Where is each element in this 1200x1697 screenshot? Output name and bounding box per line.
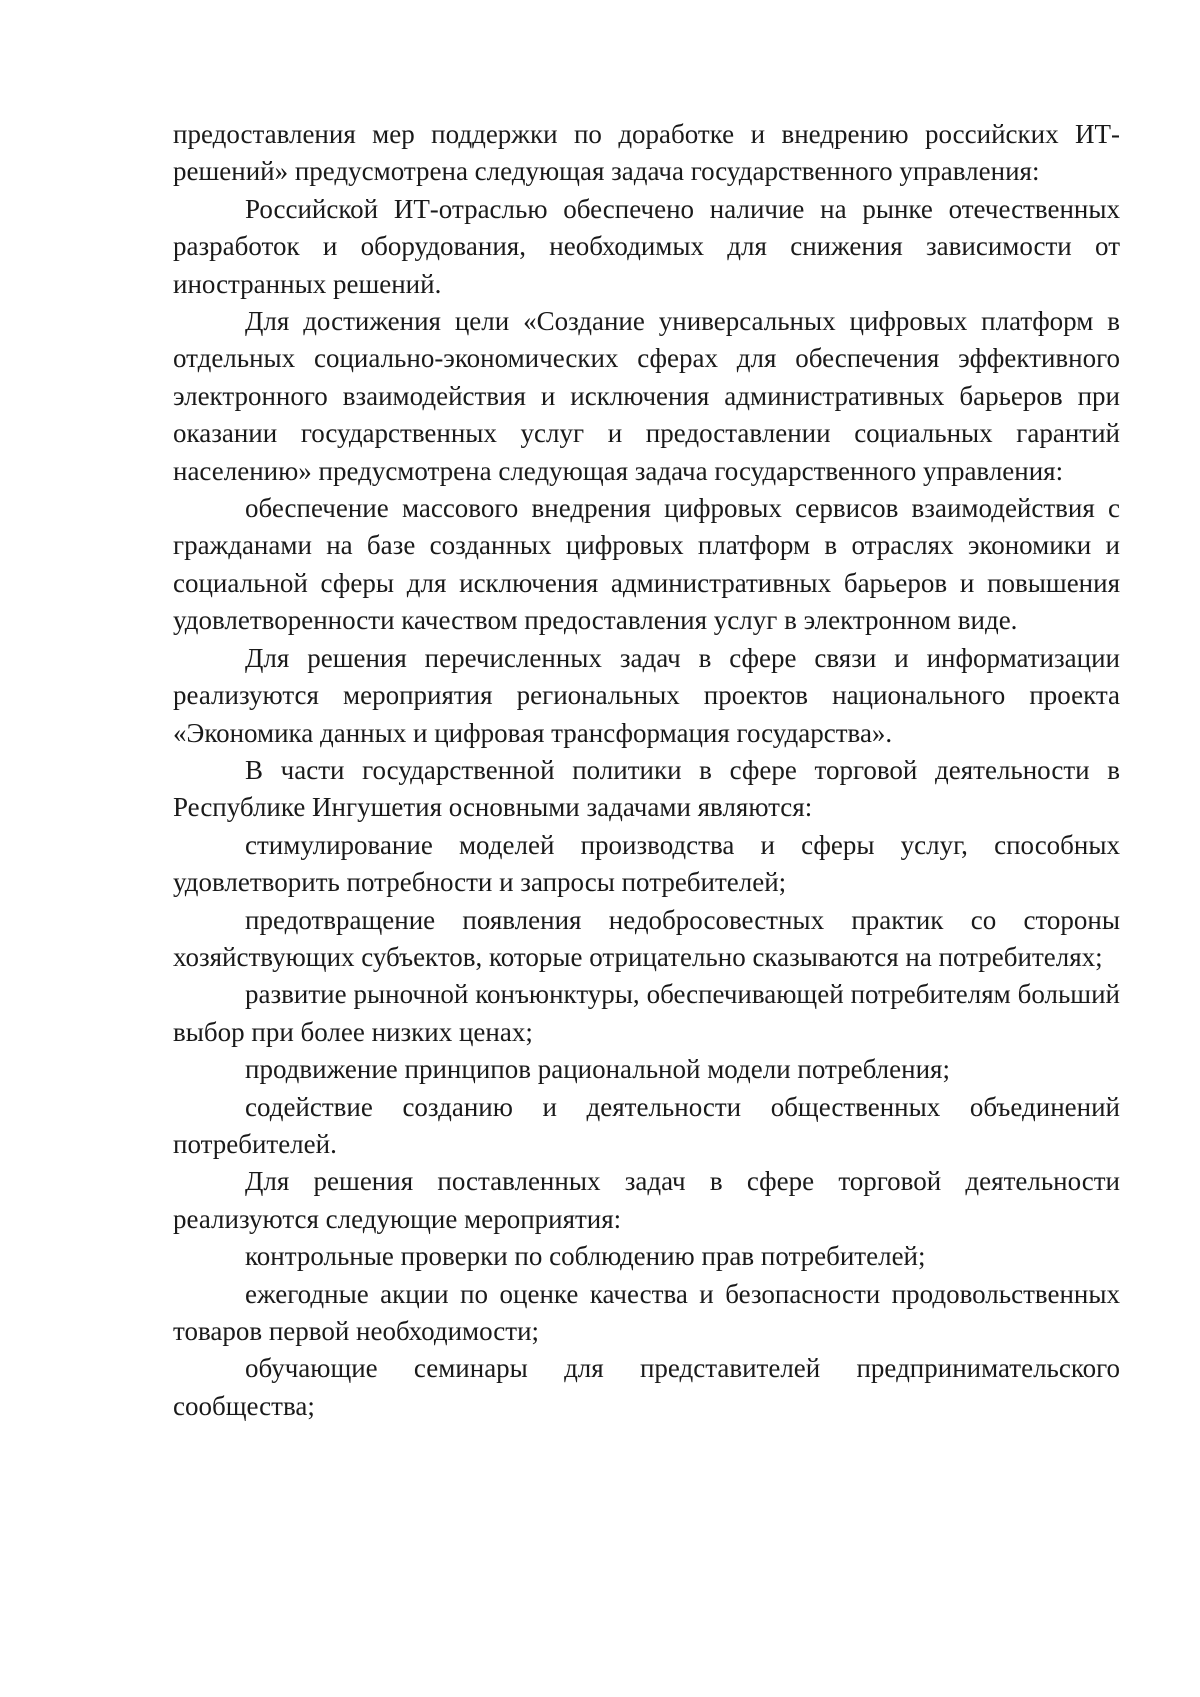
paragraph-continuation: предоставления мер поддержки по доработке и внедрению российских ИТ-решений» предусмотрена следующая задача государственного управления: [173,119,1120,187]
list-item: обучающие семинары для представителей предпринимательского сообщества; [173,1353,1120,1421]
list-item: контрольные проверки по соблюдению прав потребителей; [245,1241,926,1272]
list-item: стимулирование моделей производства и сферы услуг, способных удовлетворить потребности и запросы потребителей; [173,829,1120,898]
paragraph: В части государственной политики в сфере торговой деятельности в Республике Ингушетия основными задачами являются: [173,754,1120,823]
paragraph: обеспечение массового внедрения цифровых сервисов взаимодействия с гражданами на базе созданных цифровых платформ в отраслях экономики и социальной сферы для исключения административных барьеров и повышения удовлетворенности качеством предоставления услуг в электронном виде. [173,493,1120,636]
list-item: содействие созданию и деятельности общественных объединений потребителей. [173,1091,1120,1159]
list-item: развитие рыночной конъюнктуры, обеспечивающей потребителям больший выбор при более низких ценах; [173,979,1120,1047]
list-item: ежегодные акции по оценке качества и безопасности продовольственных товаров первой необходимости; [173,1278,1120,1346]
paragraph: Для решения поставленных задач в сфере торговой деятельности реализуются следующие мероприятия: [173,1166,1120,1234]
paragraph: Для достижения цели «Создание универсальных цифровых платформ в отдельных социально-экономических сферах для обеспечения эффективного электронного взаимодействия и исключения административных барьеров при оказании государственных услуг и предоставлении социальных гарантий населению» предусмотрена следующая задача государственного управления: [173,306,1120,486]
document-body [173,116,1120,1425]
paragraph: Российской ИТ-отраслью обеспечено наличие на рынке отечественных разработок и оборудования, необходимых для снижения зависимости от иностранных решений. [173,193,1120,299]
list-item: предотвращение появления недобросовестных практик со стороны хозяйствующих субъектов, которые отрицательно сказываются на потребителях; [173,904,1120,972]
list-item: продвижение принципов рациональной модели потребления; [245,1054,950,1085]
paragraph: Для решения перечисленных задач в сфере связи и информатизации реализуются мероприятия региональных проектов национального проекта «Экономика данных и цифровая трансформация государства». [173,642,1120,748]
